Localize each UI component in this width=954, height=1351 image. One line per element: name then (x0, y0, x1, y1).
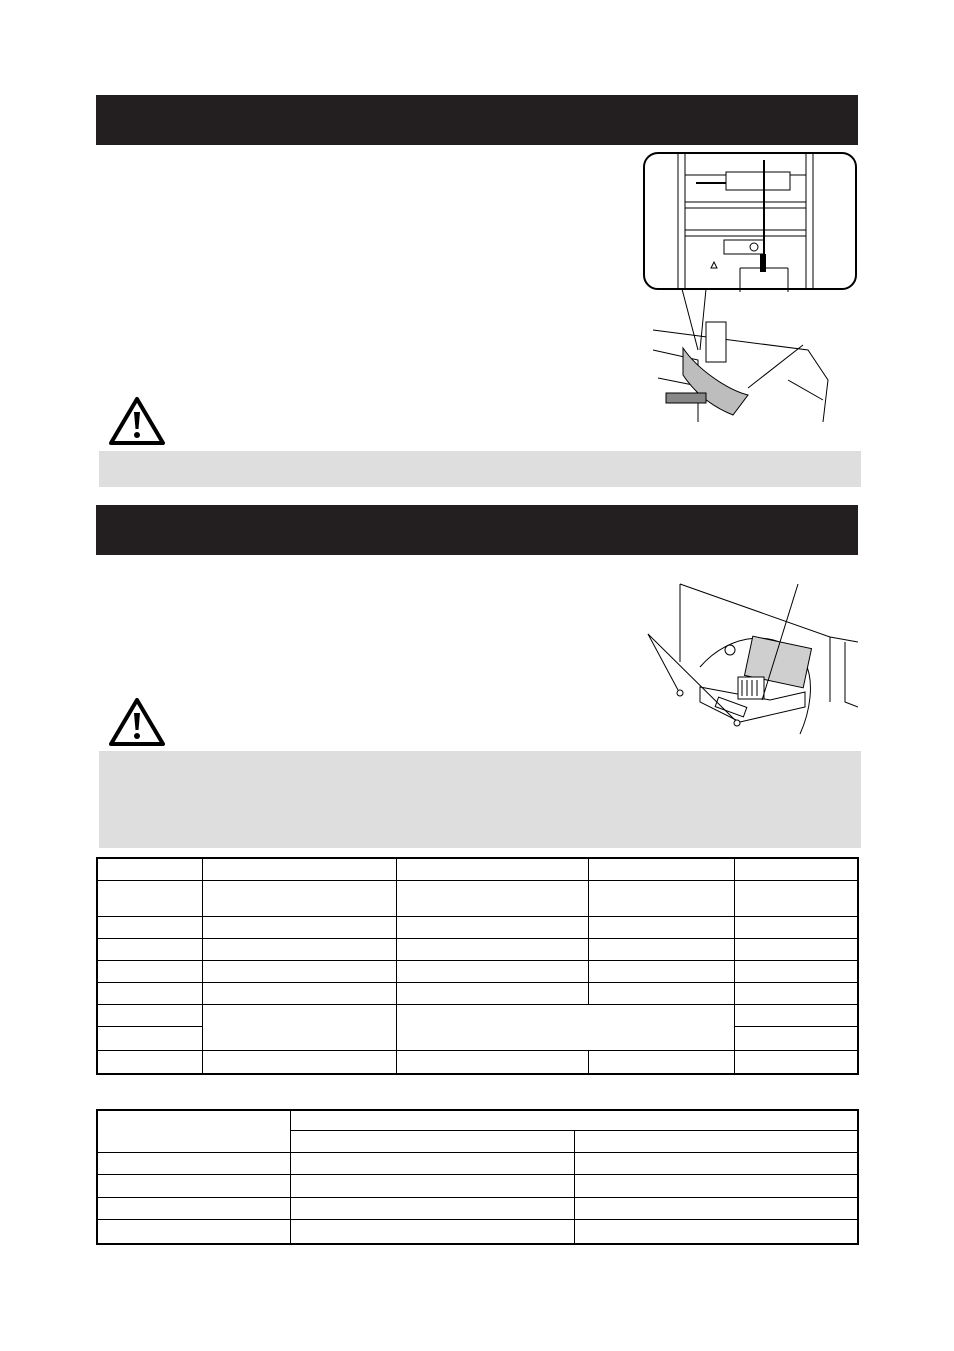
interface-board-illustration (640, 582, 858, 738)
warning-triangle-icon (108, 697, 166, 747)
section-1-header-bar (96, 95, 858, 145)
section-2-header-bar (96, 505, 858, 555)
table-row (97, 1050, 858, 1074)
warning-1-note (99, 451, 861, 487)
table-row (97, 938, 858, 960)
table-row (97, 1220, 858, 1244)
specification-table-1 (96, 857, 859, 1075)
table-row (97, 858, 858, 880)
table-row (97, 1175, 858, 1197)
warning-2-note (99, 751, 861, 848)
printer-lever-illustration (638, 150, 860, 422)
table-row (97, 1110, 858, 1130)
table-row (97, 1004, 858, 1026)
warning-triangle-icon (108, 396, 166, 446)
specification-table-2 (96, 1109, 859, 1245)
table-row (97, 960, 858, 982)
table-row (97, 982, 858, 1004)
table-row (97, 1197, 858, 1219)
table-row (97, 880, 858, 916)
table-row (97, 916, 858, 938)
table-row (97, 1153, 858, 1175)
